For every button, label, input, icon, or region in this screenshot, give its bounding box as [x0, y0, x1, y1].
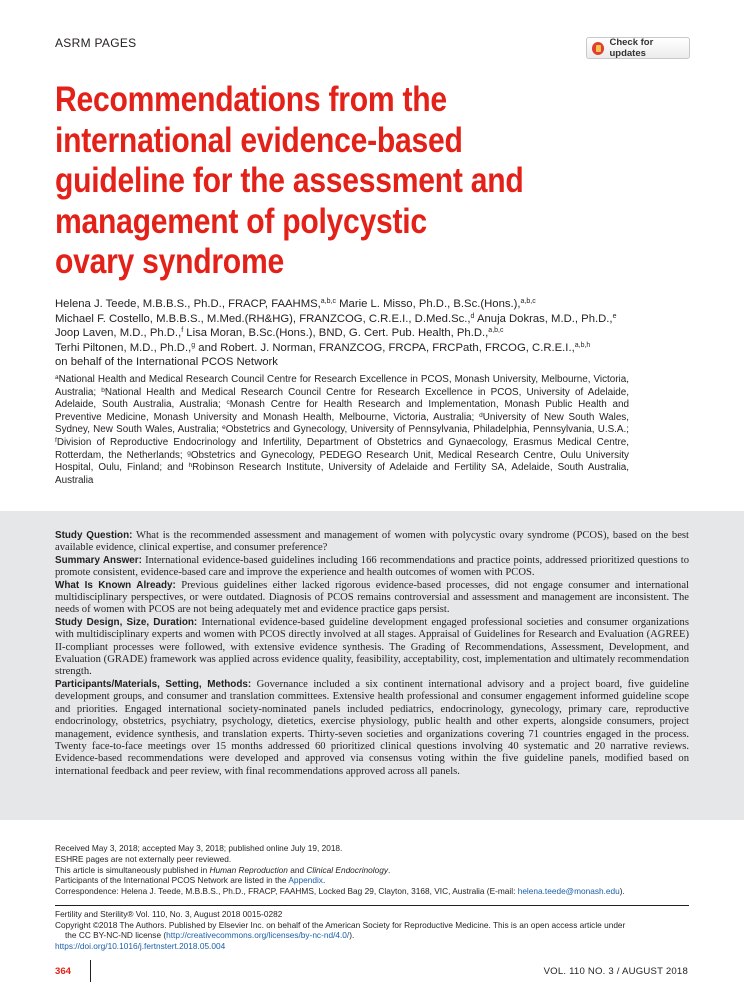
simultaneous-note: This article is simultaneously published in Human Reproduction and Clinical Endocrinology. — [55, 864, 391, 875]
title-line: international evidence-based — [55, 120, 463, 160]
journal-info — [55, 909, 695, 951]
doi-link[interactable]: https://doi.org/10.1016/j.fertnstert.2018.05.004 — [55, 940, 226, 951]
abstract-paragraph: Study Question: What is the recommended assessment and management of women with polycystic ovary syndrome (PCOS), based on the best available evidence, clinical expertise, and consumer preference? — [55, 530, 689, 554]
email-link[interactable]: helena.teede@monash.edu — [517, 886, 620, 897]
article-title — [55, 80, 571, 283]
title-line: management of polycystic — [55, 201, 427, 241]
page-number: 364 — [55, 966, 72, 977]
eshre-note: ESHRE pages are not externally peer reviewed. — [55, 853, 232, 864]
title-line: Recommendations from the — [55, 80, 447, 119]
check-updates-icon — [592, 42, 604, 55]
appendix-link[interactable]: Appendix — [288, 875, 323, 886]
check-updates-label: Check for updates — [609, 37, 654, 59]
abstract-paragraph: Study Design, Size, Duration: International evidence-based guideline development engaged professional societies and consumer organizations with multidisciplinary experts and women with PCOS directly involved at all stages. Appraisal of Guidelines for Research and Evaluation (AGREE) II-compliant processes were followed, with extensive evidence synthesis. The Grading of Recommendations, Assessment, Development, and Evaluation (GRADE) framework was applied across evidence quality, feasibility, acceptability, cost, implementation and ultimately recommendation strength. — [55, 616, 689, 678]
author-list — [55, 297, 645, 370]
license-link[interactable]: http://creativecommons.org/licenses/by-nc-nd/4.0/ — [166, 930, 350, 941]
copyright: Copyright ©2018 The Authors. Published by Elsevier Inc. on behalf of the American Society for Reproductive Medicine. This is an open access article under — [55, 919, 626, 930]
author-line: Joop Laven, M.D., Ph.D.,$^f$ Lisa Moran, B.Sc.(Hons.), BND, G. Cert. Pub. Health, Ph.D.,$^{a,b,c}$ — [55, 327, 504, 340]
footer-divider — [90, 960, 91, 982]
citation: Fertility and Sterility® Vol. 110, No. 3, August 2018 0015-0282 — [55, 909, 283, 919]
author-line: Michael F. Costello, M.B.B.S., M.Med.(RH&HG), FRANZCOG, C.R.E.I., D.Med.Sc.,$^d$ Anuja Dokras, M.D., Ph.D.,$^e$ — [55, 312, 617, 325]
title-line: ovary syndrome — [55, 242, 284, 281]
author-line: Helena J. Teede, M.B.B.S., Ph.D., FRACP, FAAHMS,$^{a,b,c}$ Marie L. Misso, Ph.D., B.Sc.(Hons.),$^{a,b,c}$ — [55, 298, 536, 310]
abstract — [55, 530, 689, 778]
participants-note: Participants of the International PCOS Network are listed in the Appendix. — [55, 875, 326, 886]
correspondence-note: Correspondence: Helena J. Teede, M.B.B.S., Ph.D., FRACP, FAAHMS, Locked Bag 29, Clayton, 3168, VIC, Australia (E-mail: helena.teede@monash.edu). — [55, 886, 625, 897]
check-for-updates-button[interactable] — [586, 37, 690, 59]
abstract-paragraph: Summary Answer: International evidence-based guidelines including 166 recommendations and practice points, addressed prioritized questions to promote consistent, evidence-based care and improve the experience and health outcomes of women with PCOS. — [55, 554, 689, 579]
received-note: Received May 3, 2018; accepted May 3, 2018; published online July 19, 2018. — [55, 843, 343, 853]
abstract-paragraph: Participants/Materials, Setting, Methods: Governance included a six continent international advisory and a project board, five guideline development groups, and consumer and translation committees. Extensive health professional and consumer engagement informed guideline scope and priorities. Engaged international society-nominated panels included pediatrics, endocrinology, gynecology, primary care, reproductive endocrinology, obstetrics, psychiatry, psychology, dietetics, exercise physiology, public health and other experts, alongside consumers, project management, evidence synthesis, and translation experts. Thirty-seven societies and organizations covering 71 countries engaged in the process. Twenty face-to-face meetings over 15 months addressed 60 prioritized clinical questions involving 40 systematic and 20 narrative reviews. Evidence-based recommendations were developed and approved via consensus voting within the five guideline panels, modified based on international feedback and peer review, with final recommendations approved across all panels. — [55, 678, 690, 777]
title-line: guideline for the assessment and — [55, 161, 524, 200]
article-notes — [55, 843, 689, 897]
divider — [55, 905, 689, 906]
volume-info: VOL. 110 NO. 3 / AUGUST 2018 — [543, 966, 688, 977]
affiliations: $^a$National Health and Medical Research Council Centre for Research Excellence in PCOS, Monash University, Melbourne, Victoria, Australia; $^b$National Health and Medical Research Council Centre for Research Excellence in PCOS, University of Adelaide, Adelaide, South Australia, Australia; $^c$Monash Centre for Health Research and Implementation, Monash Public Health and Preventive Medicine, Monash University and Monash Health, Melbourne, Victoria, Australia; $^d$University of New South Wales, Sydney, New South Wales, Australia; $^e$Obstetrics and Gynecology, University of Pennsylvania, Philadelphia, Pennsylvania, U.S.A.; $^f$Division of Reproductive Endocrinology and Infertility, Department of Obstetrics and Gynaecology, Erasmus Medical Centre, Rotterdam, the Netherlands; $^g$Obstetrics and Gynecology, PEDEGO Research Unit, Medical Research Centre, Oulu University Hospital, Oulu, Finland; and $^h$Robinson Research Institute, University of Adelaide and Fertility SA, Adelaide, South Australia, Australia — [55, 374, 629, 486]
abstract-paragraph: What Is Known Already: Previous guidelines either lacked rigorous evidence-based processes, did not engage consumer and international multidisciplinary perspectives, or were outdated. Diagnosis of PCOS remains controversial and assessment and management are inconsistent. The needs of women with PCOS are not being adequately met and evidence practice gaps persist. — [55, 579, 689, 616]
section-label: ASRM PAGES — [55, 36, 137, 50]
author-line: Terhi Piltonen, M.D., Ph.D.,$^g$ and Robert. J. Norman, FRANZCOG, FRCPA, FRCPath, FRCOG, C.R.E.I.,$^{a,b,h}$ — [55, 341, 591, 354]
license: the CC BY-NC-ND license (http://creativecommons.org/licenses/by-nc-nd/4.0/). — [65, 930, 355, 941]
author-line: on behalf of the International PCOS Network — [55, 356, 278, 369]
